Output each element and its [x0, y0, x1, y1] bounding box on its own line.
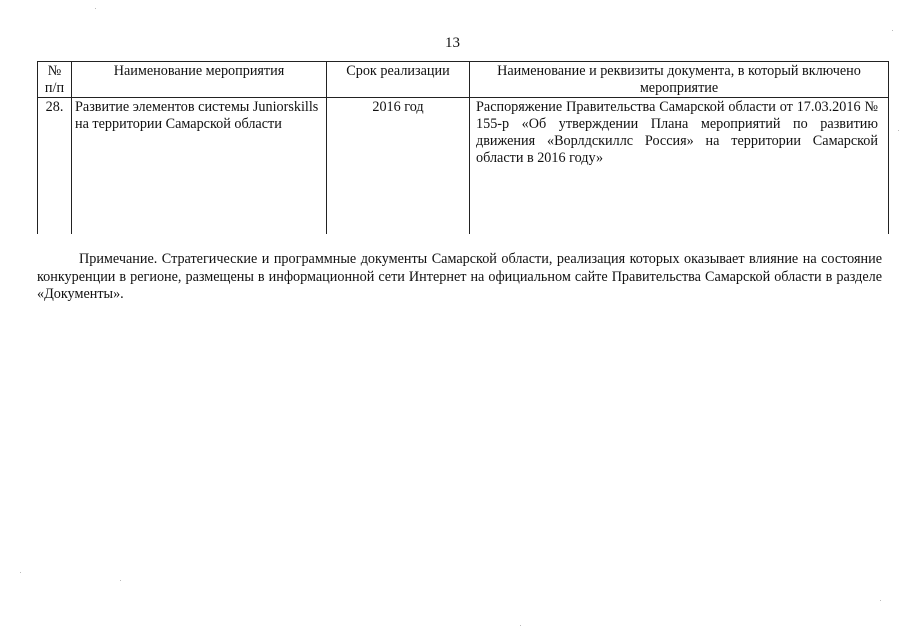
- header-document: Наименование и реквизиты документа, в который включено мероприятие: [470, 62, 889, 98]
- scan-artifact: [892, 30, 893, 31]
- header-period: Срок реализации: [327, 62, 470, 98]
- scan-artifact: [95, 8, 96, 9]
- header-number: № п/п: [38, 62, 72, 98]
- table-row: [38, 98, 889, 235]
- footnote-note: Примечание. Стратегические и программные документы Самарской области, реализация которых оказывает влияние на состояние конкуренции в регионе, размещены в информационной сети Интернет на официальном сайте Правительства Самарской области в разделе «Документы».: [37, 251, 882, 302]
- scan-artifact: [120, 580, 121, 581]
- scan-artifact: [898, 130, 899, 131]
- scan-artifact: [880, 600, 881, 601]
- page-number: 13: [445, 35, 460, 51]
- row-document: Распоряжение Правительства Самарской области от 17.03.2016 № 155-р «Об утверждении Плана мероприятий по развитию движения «Ворлдскиллс Россия» на территории Самарской области в 2016 году»: [470, 98, 889, 235]
- row-number: 28.: [38, 98, 72, 235]
- row-event-name: Развитие элементов системы Juniorskills на территории Самарской области: [72, 98, 327, 235]
- scan-artifact: [20, 572, 21, 573]
- header-event-name: Наименование мероприятия: [72, 62, 327, 98]
- events-table: [37, 61, 889, 234]
- table-header-row: [38, 62, 889, 98]
- scan-artifact: [520, 625, 521, 626]
- row-period: 2016 год: [327, 98, 470, 235]
